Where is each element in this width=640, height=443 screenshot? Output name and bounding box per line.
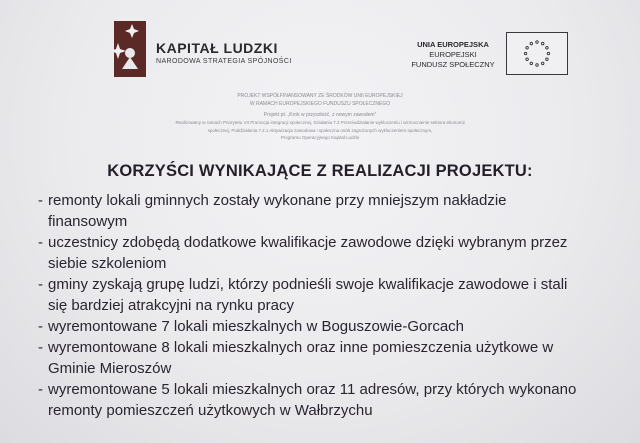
list-item-line2: finansowym (48, 213, 128, 230)
list-item (38, 190, 638, 232)
bullet-dash: - (38, 234, 43, 251)
list-item (38, 232, 638, 274)
eu-label (408, 40, 498, 70)
small-print-line2: W RAMACH EUROPEJSKIEGO FUNDUSZU SPOŁECZNEGO (249, 101, 391, 107)
bullet-dash: - (38, 318, 43, 335)
slide-title: KORZYŚCI WYNIKAJĄCE Z REALIZACJI PROJEKTU: (107, 162, 533, 180)
list-item (38, 274, 638, 316)
small-print-line4: Realizowany w ramach Priorytetu VII Promocja integracji społecznej, Działania 7.2 Przeciwdziałanie wykluczeniu i wzmocnienie sektora ekonomii (175, 120, 465, 125)
small-print-line5: społecznej, Poddziałania 7.2.1 Aktywizacja zawodowa i społeczna osób zagrożonych wykluczeniem społecznym, (207, 127, 433, 133)
list-item (38, 316, 638, 337)
eu-label-line1: UNIA EUROPEJSKA (417, 40, 489, 49)
kapital-ludzki-title: KAPITAŁ LUDZKI (156, 40, 278, 56)
list-item-line1: wyremontowane 8 lokali mieszkalnych oraz inne pomieszczenia użytkowe w (48, 339, 554, 356)
eu-label-line3: FUNDUSZ SPOŁECZNY (411, 60, 495, 69)
list-item-line1: wyremontowane 5 lokali mieszkalnych oraz 11 adresów, przy których wykonano (48, 381, 577, 398)
project-small-print (0, 92, 640, 142)
list-item (38, 337, 638, 379)
bullet-dash: - (38, 381, 43, 398)
small-print-line1: PROJEKT WSPÓŁFINANSOWANY ZE ŚRODKÓW UNII EUROPEJSKIEJ (237, 93, 403, 99)
small-print-line3: Projekt pt. „Krok w przyszłość, z nowym zawodem” (263, 112, 377, 118)
list-item-line1: wyremontowane 7 lokali mieszkalnych w Boguszowie-Gorcach (48, 318, 465, 335)
list-item-line2: siebie szkoleniom (48, 255, 167, 272)
list-item-line1: remonty lokali gminnych zostały wykonane przy mniejszym nakładzie (48, 192, 507, 209)
slide-header (0, 0, 640, 160)
small-print-line6: Programu Operacyjnego Kapitał Ludzki (280, 135, 360, 140)
list-item-line1: gminy zyskają grupę ludzi, którzy podnieśli swoje kwalifikacje zawodowe i stali (48, 276, 568, 293)
eu-flag-icon (506, 32, 568, 75)
kapital-ludzki-logo (108, 21, 146, 77)
bullet-dash: - (38, 339, 43, 356)
list-item-line2: remonty pomieszczeń użytkowych w Wałbrzychu (48, 402, 373, 419)
eu-label-line2: EUROPEJSKI (429, 50, 477, 59)
list-item-line1: uczestnicy zdobędą dodatkowe kwalifikacje zawodowe dzięki wybranym przez (48, 234, 568, 251)
bullet-dash: - (38, 276, 43, 293)
list-item-line2: się bardziej atrakcyjni na rynku pracy (48, 297, 294, 314)
benefits-list (38, 190, 638, 421)
kapital-ludzki-subtitle: NARODOWA STRATEGIA SPÓJNOŚCI (156, 58, 292, 65)
list-item (38, 379, 638, 421)
list-item-line2: Gminie Mieroszów (48, 360, 172, 377)
bullet-dash: - (38, 192, 43, 209)
